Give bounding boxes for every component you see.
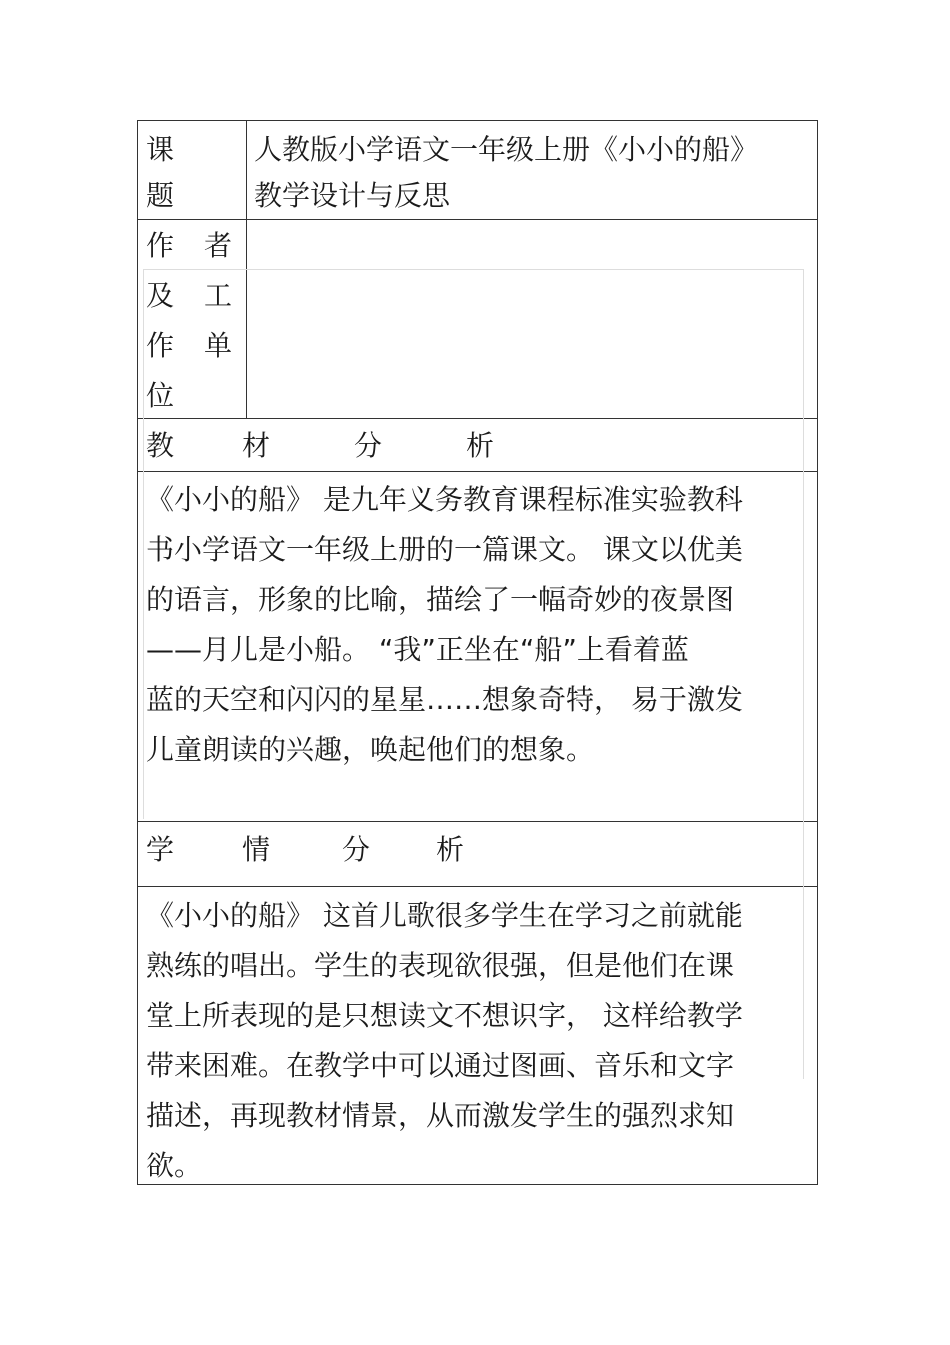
heading-char: 情 xyxy=(242,833,271,866)
row-divider-author xyxy=(138,418,817,419)
paragraph-line: 堂上所表现的是只想读文不想识字， 这样给教学 xyxy=(146,999,743,1032)
student-analysis-heading xyxy=(146,825,546,875)
paragraph-line: 《小小的船》 这首儿歌很多学生在学习之前就能 xyxy=(146,899,743,932)
row-divider-material-body xyxy=(138,821,817,822)
material-analysis-heading xyxy=(146,421,546,471)
author-label-char: 作 xyxy=(146,329,175,362)
lesson-title-line: 教学设计与反思 xyxy=(254,179,451,212)
author-label-char: 单 xyxy=(204,329,233,362)
author-label-char: 者 xyxy=(204,229,233,262)
row-divider-student-heading xyxy=(138,886,817,887)
title-label-char: 课 xyxy=(146,133,175,166)
lesson-title-line: 人教版小学语文一年级上册《小小的船》 xyxy=(254,133,759,166)
paragraph-line: 带来困难。在教学中可以通过图画、音乐和文字 xyxy=(146,1049,735,1082)
title-label-char: 题 xyxy=(146,179,175,212)
paragraph-line: 描述，再现教材情景，从而激发学生的强烈求知 xyxy=(146,1099,735,1132)
material-analysis-text xyxy=(146,475,806,775)
heading-char: 分 xyxy=(354,429,383,462)
paragraph-line: 欲。 xyxy=(146,1149,203,1182)
heading-char: 析 xyxy=(436,833,465,866)
row-divider-material-heading xyxy=(138,471,817,472)
author-label-char: 位 xyxy=(146,379,175,412)
heading-char: 分 xyxy=(342,833,371,866)
heading-char: 材 xyxy=(242,429,271,462)
paragraph-line: ——月儿是小船。 “我”正坐在“船”上看着蓝 xyxy=(146,633,689,666)
paragraph-line: 儿童朗读的兴趣，唤起他们的想象。 xyxy=(146,733,595,766)
paragraph-line: 《小小的船》 是九年义务教育课程标准实验教科 xyxy=(146,483,743,516)
faint-rule xyxy=(143,269,803,270)
author-label-char: 作 xyxy=(146,229,175,262)
paragraph-line: 书小学语文一年级上册的一篇课文。 课文以优美 xyxy=(146,533,743,566)
author-label-char: 及 xyxy=(146,279,175,312)
author-label-char: 工 xyxy=(204,279,233,312)
heading-char: 学 xyxy=(146,833,175,866)
lesson-plan-table xyxy=(137,120,818,1185)
row-divider-title xyxy=(138,219,817,220)
paragraph-line: 蓝的天空和闪闪的星星……想象奇特， 易于激发 xyxy=(146,683,743,716)
faint-rule xyxy=(143,269,144,819)
paragraph-line: 熟练的唱出。学生的表现欲很强，但是他们在课 xyxy=(146,949,735,982)
heading-char: 析 xyxy=(466,429,495,462)
heading-char: 教 xyxy=(146,429,175,462)
paragraph-line: 的语言，形象的比喻，描绘了一幅奇妙的夜景图 xyxy=(146,583,735,616)
student-analysis-text xyxy=(146,891,806,1191)
